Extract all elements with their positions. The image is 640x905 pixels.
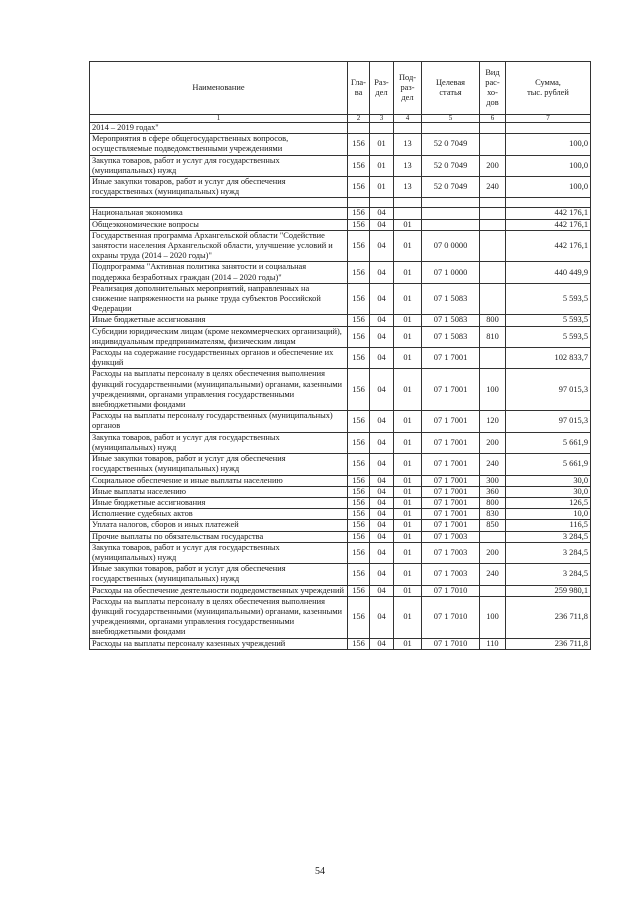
row-sum-cell: 236 711,8 — [506, 596, 591, 638]
row-sum-cell: 30,0 — [506, 486, 591, 497]
table-row — [90, 208, 591, 219]
row-podrazdel-cell: 01 — [394, 564, 422, 585]
row-razdel-cell: 04 — [370, 262, 394, 283]
row-sum-cell: 5 661,9 — [506, 432, 591, 453]
row-glava-cell: 156 — [348, 509, 370, 520]
row-target-article-cell: 52 0 7049 — [422, 177, 480, 198]
row-razdel-cell: 04 — [370, 638, 394, 649]
row-target-article-cell: 07 0 0000 — [422, 230, 480, 262]
row-podrazdel-cell: 01 — [394, 315, 422, 326]
row-target-article-cell: 07 1 7010 — [422, 596, 480, 638]
row-name-cell: Расходы на выплаты персоналу в целях обеспечения выполнения функций государственными (муниципальными) органами, казенными учреждениями, органами управления государственными внебюджетными фондами — [90, 369, 348, 411]
row-podrazdel-cell: 01 — [394, 348, 422, 369]
table-body — [90, 123, 591, 650]
row-sum-cell: 236 711,8 — [506, 638, 591, 649]
row-target-article-cell: 07 1 7001 — [422, 497, 480, 508]
budget-table — [89, 61, 591, 650]
row-sum-cell: 30,0 — [506, 475, 591, 486]
table-row — [90, 219, 591, 230]
row-glava-cell: 156 — [348, 177, 370, 198]
row-target-article-cell: 07 1 7001 — [422, 520, 480, 531]
row-razdel-cell: 04 — [370, 585, 394, 596]
row-podrazdel-cell: 01 — [394, 638, 422, 649]
row-podrazdel-cell: 01 — [394, 262, 422, 283]
row-target-article-cell: 07 1 7010 — [422, 638, 480, 649]
row-expense-type-cell: 240 — [480, 564, 506, 585]
row-expense-type-cell: 850 — [480, 520, 506, 531]
row-razdel-cell: 04 — [370, 520, 394, 531]
row-target-article-cell: 07 1 7001 — [422, 475, 480, 486]
row-glava-cell: 156 — [348, 638, 370, 649]
table-row — [90, 531, 591, 542]
row-glava-cell: 156 — [348, 585, 370, 596]
row-name-cell: Субсидии юридическим лицам (кроме некоммерческих организаций), индивидуальным предпринимателям, физическим лицам — [90, 326, 348, 347]
row-sum-cell: 5 661,9 — [506, 454, 591, 475]
row-name-cell: Расходы на обеспечение деятельности подведомственных учреждений — [90, 585, 348, 596]
row-name-cell: Иные выплаты населению — [90, 486, 348, 497]
row-target-article-cell: 07 1 7003 — [422, 564, 480, 585]
row-expense-type-cell: 110 — [480, 638, 506, 649]
table-row — [90, 262, 591, 283]
row-razdel-cell: 04 — [370, 509, 394, 520]
row-glava-cell: 156 — [348, 208, 370, 219]
row-expense-type-cell: 100 — [480, 596, 506, 638]
column-number: 1 — [90, 115, 348, 123]
column-number: 3 — [370, 115, 394, 123]
row-sum-cell: 259 980,1 — [506, 585, 591, 596]
row-expense-type-cell: 200 — [480, 542, 506, 563]
row-razdel-cell: 04 — [370, 315, 394, 326]
row-podrazdel-cell: 13 — [394, 177, 422, 198]
table-row — [90, 230, 591, 262]
row-name-cell: Иные бюджетные ассигнования — [90, 315, 348, 326]
row-expense-type-cell — [480, 134, 506, 155]
column-number: 6 — [480, 115, 506, 123]
row-glava-cell: 156 — [348, 219, 370, 230]
row-podrazdel-cell — [394, 208, 422, 219]
row-expense-type-cell — [480, 262, 506, 283]
row-glava-cell: 156 — [348, 432, 370, 453]
row-sum-cell: 100,0 — [506, 155, 591, 176]
row-expense-type-cell: 830 — [480, 509, 506, 520]
row-expense-type-cell — [480, 230, 506, 262]
row-target-article-cell: 07 1 0000 — [422, 262, 480, 283]
header-podrazdel: Под- раз- дел — [394, 62, 422, 115]
row-sum-cell: 102 833,7 — [506, 348, 591, 369]
row-target-article-cell: 07 1 7001 — [422, 369, 480, 411]
row-expense-type-cell — [480, 348, 506, 369]
row-glava-cell — [348, 123, 370, 134]
row-sum-cell: 10,0 — [506, 509, 591, 520]
row-glava-cell — [348, 198, 370, 208]
table-row — [90, 348, 591, 369]
table-row — [90, 411, 591, 432]
table-row — [90, 155, 591, 176]
row-glava-cell: 156 — [348, 454, 370, 475]
row-expense-type-cell — [480, 283, 506, 315]
row-razdel-cell: 04 — [370, 411, 394, 432]
table-row — [90, 509, 591, 520]
header-name: Наименование — [90, 62, 348, 115]
row-glava-cell: 156 — [348, 596, 370, 638]
row-podrazdel-cell: 01 — [394, 596, 422, 638]
row-razdel-cell: 04 — [370, 283, 394, 315]
row-name-cell: Национальная экономика — [90, 208, 348, 219]
row-podrazdel-cell: 13 — [394, 134, 422, 155]
row-glava-cell: 156 — [348, 134, 370, 155]
header-target-article: Целевая статья — [422, 62, 480, 115]
row-podrazdel-cell: 01 — [394, 230, 422, 262]
table-row — [90, 486, 591, 497]
row-target-article-cell: 07 1 7001 — [422, 509, 480, 520]
row-podrazdel-cell — [394, 198, 422, 208]
row-glava-cell: 156 — [348, 564, 370, 585]
row-razdel-cell: 04 — [370, 348, 394, 369]
row-expense-type-cell — [480, 208, 506, 219]
row-podrazdel-cell: 01 — [394, 520, 422, 531]
row-glava-cell: 156 — [348, 475, 370, 486]
row-name-cell: Социальное обеспечение и иные выплаты населению — [90, 475, 348, 486]
row-razdel-cell: 04 — [370, 326, 394, 347]
row-sum-cell — [506, 123, 591, 134]
row-sum-cell: 3 284,5 — [506, 542, 591, 563]
row-expense-type-cell: 100 — [480, 369, 506, 411]
row-razdel-cell: 04 — [370, 208, 394, 219]
row-podrazdel-cell: 01 — [394, 542, 422, 563]
row-podrazdel-cell: 01 — [394, 585, 422, 596]
row-target-article-cell: 52 0 7049 — [422, 155, 480, 176]
row-expense-type-cell — [480, 123, 506, 134]
row-razdel-cell: 04 — [370, 542, 394, 563]
table-row — [90, 198, 591, 208]
row-expense-type-cell: 240 — [480, 177, 506, 198]
row-target-article-cell: 07 1 7001 — [422, 348, 480, 369]
row-glava-cell: 156 — [348, 348, 370, 369]
header-expense-type: Вид рас- хо- дов — [480, 62, 506, 115]
row-name-cell: Государственная программа Архангельской области "Содействие занятости населения Архангельской области, улучшение условий и охраны труда (2014 – 2020 годы)" — [90, 230, 348, 262]
row-razdel-cell — [370, 198, 394, 208]
row-podrazdel-cell: 01 — [394, 283, 422, 315]
row-target-article-cell — [422, 208, 480, 219]
row-name-cell: Расходы на содержание государственных органов и обеспечение их функций — [90, 348, 348, 369]
row-name-cell: Закупка товаров, работ и услуг для государственных (муниципальных) нужд — [90, 155, 348, 176]
row-razdel-cell: 04 — [370, 497, 394, 508]
row-expense-type-cell — [480, 198, 506, 208]
row-name-cell: Закупка товаров, работ и услуг для государственных (муниципальных) нужд — [90, 542, 348, 563]
row-sum-cell: 97 015,3 — [506, 369, 591, 411]
row-razdel-cell: 01 — [370, 134, 394, 155]
row-expense-type-cell — [480, 531, 506, 542]
row-sum-cell: 3 284,5 — [506, 531, 591, 542]
row-razdel-cell: 01 — [370, 177, 394, 198]
table-row — [90, 326, 591, 347]
table-row — [90, 596, 591, 638]
row-sum-cell — [506, 198, 591, 208]
table-row — [90, 315, 591, 326]
row-expense-type-cell: 800 — [480, 497, 506, 508]
row-glava-cell: 156 — [348, 411, 370, 432]
row-sum-cell: 5 593,5 — [506, 315, 591, 326]
column-number-row — [90, 115, 591, 123]
row-podrazdel-cell: 01 — [394, 219, 422, 230]
row-razdel-cell: 04 — [370, 230, 394, 262]
row-expense-type-cell: 800 — [480, 315, 506, 326]
row-podrazdel-cell: 01 — [394, 326, 422, 347]
row-glava-cell: 156 — [348, 542, 370, 563]
header-sum: Сумма, тыс. рублей — [506, 62, 591, 115]
row-glava-cell: 156 — [348, 531, 370, 542]
row-razdel-cell: 04 — [370, 596, 394, 638]
row-sum-cell: 100,0 — [506, 134, 591, 155]
row-glava-cell: 156 — [348, 155, 370, 176]
table-row — [90, 475, 591, 486]
row-razdel-cell: 04 — [370, 486, 394, 497]
row-name-cell: Расходы на выплаты персоналу государственных (муниципальных) органов — [90, 411, 348, 432]
row-sum-cell: 442 176,1 — [506, 208, 591, 219]
row-expense-type-cell: 810 — [480, 326, 506, 347]
table-header-row — [90, 62, 591, 115]
row-name-cell: Прочие выплаты по обязательствам государства — [90, 531, 348, 542]
table-row — [90, 369, 591, 411]
row-sum-cell: 97 015,3 — [506, 411, 591, 432]
row-expense-type-cell: 360 — [480, 486, 506, 497]
row-expense-type-cell: 200 — [480, 432, 506, 453]
row-razdel-cell: 04 — [370, 475, 394, 486]
row-expense-type-cell: 240 — [480, 454, 506, 475]
row-razdel-cell — [370, 123, 394, 134]
row-name-cell: Закупка товаров, работ и услуг для государственных (муниципальных) нужд — [90, 432, 348, 453]
row-glava-cell: 156 — [348, 369, 370, 411]
row-razdel-cell: 04 — [370, 432, 394, 453]
row-name-cell: Мероприятия в сфере общегосударственных вопросов, осуществляемые подведомственными учреждениями — [90, 134, 348, 155]
row-target-article-cell: 07 1 7003 — [422, 531, 480, 542]
row-name-cell: Расходы на выплаты персоналу в целях обеспечения выполнения функций государственными (муниципальными) органами, казенными учреждениями, органами управления государственными внебюджетными фондами — [90, 596, 348, 638]
row-razdel-cell: 04 — [370, 454, 394, 475]
row-glava-cell: 156 — [348, 486, 370, 497]
table-row — [90, 638, 591, 649]
row-target-article-cell — [422, 198, 480, 208]
row-name-cell: Подпрограмма "Активная политика занятости и социальная поддержка безработных граждан (2014 – 2020 годы)" — [90, 262, 348, 283]
row-razdel-cell: 04 — [370, 219, 394, 230]
row-expense-type-cell: 120 — [480, 411, 506, 432]
table-row — [90, 134, 591, 155]
row-razdel-cell: 01 — [370, 155, 394, 176]
table-row — [90, 520, 591, 531]
row-podrazdel-cell: 01 — [394, 531, 422, 542]
row-podrazdel-cell: 13 — [394, 155, 422, 176]
row-sum-cell: 126,5 — [506, 497, 591, 508]
row-sum-cell: 442 176,1 — [506, 230, 591, 262]
row-target-article-cell: 07 1 7003 — [422, 542, 480, 563]
table-row — [90, 497, 591, 508]
row-sum-cell: 442 176,1 — [506, 219, 591, 230]
row-sum-cell: 116,5 — [506, 520, 591, 531]
row-sum-cell: 5 593,5 — [506, 326, 591, 347]
row-glava-cell: 156 — [348, 520, 370, 531]
row-name-cell: 2014 – 2019 годах" — [90, 123, 348, 134]
column-number: 2 — [348, 115, 370, 123]
row-target-article-cell: 07 1 7001 — [422, 432, 480, 453]
row-podrazdel-cell — [394, 123, 422, 134]
row-target-article-cell: 07 1 7001 — [422, 454, 480, 475]
row-glava-cell: 156 — [348, 230, 370, 262]
row-name-cell: Расходы на выплаты персоналу казенных учреждений — [90, 638, 348, 649]
row-razdel-cell: 04 — [370, 369, 394, 411]
row-name-cell: Иные бюджетные ассигнования — [90, 497, 348, 508]
row-target-article-cell: 07 1 7001 — [422, 411, 480, 432]
row-name-cell: Иные закупки товаров, работ и услуг для обеспечения государственных (муниципальных) нужд — [90, 177, 348, 198]
row-podrazdel-cell: 01 — [394, 486, 422, 497]
row-glava-cell: 156 — [348, 262, 370, 283]
row-name-cell: Иные закупки товаров, работ и услуг для обеспечения государственных (муниципальных) нужд — [90, 564, 348, 585]
table-row — [90, 585, 591, 596]
row-expense-type-cell — [480, 219, 506, 230]
column-number: 5 — [422, 115, 480, 123]
row-razdel-cell: 04 — [370, 531, 394, 542]
row-sum-cell: 3 284,5 — [506, 564, 591, 585]
table-row — [90, 177, 591, 198]
row-target-article-cell: 07 1 5083 — [422, 326, 480, 347]
table-row — [90, 432, 591, 453]
row-podrazdel-cell: 01 — [394, 509, 422, 520]
row-podrazdel-cell: 01 — [394, 454, 422, 475]
row-name-cell — [90, 198, 348, 208]
table-row — [90, 123, 591, 134]
table-row — [90, 283, 591, 315]
row-podrazdel-cell: 01 — [394, 369, 422, 411]
row-name-cell: Уплата налогов, сборов и иных платежей — [90, 520, 348, 531]
row-razdel-cell: 04 — [370, 564, 394, 585]
column-number: 7 — [506, 115, 591, 123]
row-name-cell: Исполнение судебных актов — [90, 509, 348, 520]
row-target-article-cell: 07 1 7001 — [422, 486, 480, 497]
column-number: 4 — [394, 115, 422, 123]
row-target-article-cell: 07 1 5083 — [422, 315, 480, 326]
row-target-article-cell: 07 1 7010 — [422, 585, 480, 596]
row-name-cell: Реализация дополнительных мероприятий, направленных на снижение напряженности на рынке труда субъектов Российской Федерации — [90, 283, 348, 315]
row-podrazdel-cell: 01 — [394, 475, 422, 486]
table-row — [90, 542, 591, 563]
row-glava-cell: 156 — [348, 315, 370, 326]
row-target-article-cell — [422, 219, 480, 230]
row-expense-type-cell: 300 — [480, 475, 506, 486]
header-glava: Гла- ва — [348, 62, 370, 115]
row-target-article-cell — [422, 123, 480, 134]
header-razdel: Раз- дел — [370, 62, 394, 115]
table-row — [90, 564, 591, 585]
row-name-cell: Иные закупки товаров, работ и услуг для обеспечения государственных (муниципальных) нужд — [90, 454, 348, 475]
row-expense-type-cell — [480, 585, 506, 596]
row-glava-cell: 156 — [348, 283, 370, 315]
row-sum-cell: 440 449,9 — [506, 262, 591, 283]
table-row — [90, 454, 591, 475]
row-sum-cell: 100,0 — [506, 177, 591, 198]
row-podrazdel-cell: 01 — [394, 411, 422, 432]
row-target-article-cell: 07 1 5083 — [422, 283, 480, 315]
row-sum-cell: 5 593,5 — [506, 283, 591, 315]
row-name-cell: Общеэкономические вопросы — [90, 219, 348, 230]
page-number: 54 — [315, 866, 325, 877]
row-glava-cell: 156 — [348, 497, 370, 508]
row-podrazdel-cell: 01 — [394, 497, 422, 508]
row-podrazdel-cell: 01 — [394, 432, 422, 453]
row-expense-type-cell: 200 — [480, 155, 506, 176]
row-glava-cell: 156 — [348, 326, 370, 347]
row-target-article-cell: 52 0 7049 — [422, 134, 480, 155]
